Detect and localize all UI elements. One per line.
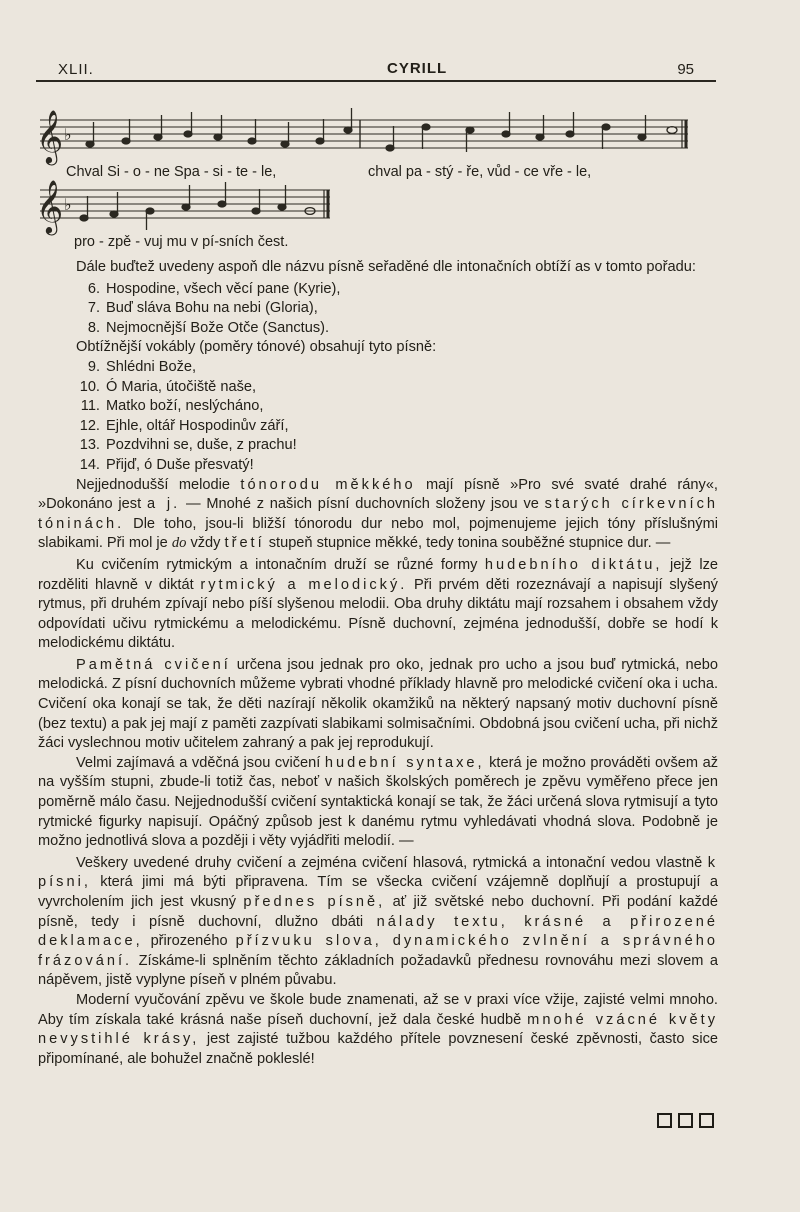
page-number: 95	[677, 61, 694, 78]
paragraph-vocables: Obtížnější vokábly (poměry tónové) obsahují tyto písně:	[76, 339, 437, 356]
list-item: 7. Buď sláva Bohu na nebi (Gloria),	[87, 300, 318, 317]
notes-line-1	[86, 108, 677, 152]
notes-line-2	[80, 182, 315, 230]
staff-line-1	[40, 120, 688, 148]
volume-number: XLII.	[58, 61, 94, 78]
treble-clef-icon: 𝄞	[36, 109, 64, 163]
paragraph-syntax: Velmi zajímavá a vděčná jsou cvičení hudební syntaxe, která je možno prováděti ovšem až na vyšším stupni, zbude-li totiž čas, neboť v našich školských poměrech je zpěvu vyměřeno přece jen poměrně málo času. Nejjednodušší cvičení syntaktická konají se tak, že žáci určená slova rytmisují a tyto rytmické figurky napisují. Opáčný způsob jest k danému rytmu vyhledávati vhodná slova. Podobně je možno jednotlivá slova a později i věty vyjádřiti melodií. —	[38, 754, 718, 850]
end-square-icon	[657, 1113, 672, 1128]
list-item: 10. Ó Maria, útočiště naše,	[79, 378, 257, 395]
paragraph-intro: Dále buďtež uvedeny aspoň dle názvu písně seřaděné dle intonačních obtíží as v tomto pořadu:	[76, 259, 696, 275]
lyrics-line-2: pro - zpě - vuj mu v pí-sních čest.	[74, 234, 289, 250]
paragraph-performance: Veškery uvedené druhy cvičení a zejména cvičení hlasová, rytmická a intonační vedou vlastně k písni, která jimi má býti připravena. Tím se všecka cvičení vzájemně doplňují a prostupují a vyvrcholením jich jest vkusný přednes písně, ať již světské nebo duchovní. Při podání každé písně, tedy i písně duchovní, dlužno dbáti nálady textu, krásné a přirozené deklamace, přirozeného přízvuku slova, dynamického zvlnění a správného frázování. Získáme-li splněním těchto základních požadavků přednesu rovnováhu mezi slovem a nápěvem, jistě vyplyne píseň v plném půvabu.	[38, 854, 718, 989]
journal-title: CYRILL	[387, 60, 448, 77]
end-mark	[657, 1113, 714, 1128]
treble-clef-icon-2: 𝄞	[36, 179, 64, 233]
list-item: 13. Pozdvihni se, duše, z prachu!	[79, 437, 297, 454]
paragraph-memory-exercises: Pamětná cvičení určena jsou jednak pro oko, jednak pro ucho a jsou buď rytmická, nebo melodická. Z písní duchovních můžeme vybrati vhodné příklady hlavně pro melodické cvičení oka i ucha. Cvičení oka konají se tak, že děti nazírají několik okamžiků na některý napsaný motiv duchovní písně (bez textu) a pak jej mají z paměti zazpívati slabikami solmisačními. Obdobná jsou cvičení ucha, při nichž žáci vyslechnou motiv učitelem zahraný a pak jej reprodukují.	[38, 656, 718, 752]
music-notation	[30, 100, 730, 260]
lyrics-line-1a: Chval Si - o - ne Spa - si - te - le,	[66, 164, 277, 180]
flat-sign-icon-2: ♭	[64, 195, 72, 214]
article-body	[38, 258, 718, 1069]
running-header	[36, 58, 716, 82]
list-item: 14. Přijď, ó Duše přesvatý!	[79, 456, 254, 473]
end-square-icon	[699, 1113, 714, 1128]
paragraph-minor-mode: Nejjednodušší melodie tónorodu měkkého mají písně »Pro své svaté drahé rány«, »Dokonáno jest a j. — Mnohé z našich písní duchovních složeny jsou ve starých církevních tóninách. Dle toho, jsou-li bližší tónorodu dur nebo mol, pojmenujeme jejich tóny příslušnými slabikami. Při mol je do vždy třetí stupeň stupnice měkké, tedy tonina souběžné stupnice dur. —	[38, 476, 719, 552]
lyrics-line-1b: chval pa - stý - ře, vůd - ce vře - le,	[368, 164, 592, 180]
list-item: 6. Hospodine, všech věcí pane (Kyrie),	[87, 280, 341, 297]
end-square-icon	[678, 1113, 693, 1128]
paragraph-dictation: Ku cvičením rytmickým a intonačním druží se různé formy hudebního diktátu, jejž lze rozděliti hlavně v diktát rytmický a melodický. Při prvém děti rozeznávají a napisují slyšený rytmus, při druhém zpívají nebo píší slyšenou melodii. Oba druhy diktátu mají rozsahem i obsahem vždy odpovídati učivu rytmickému a melodickému. Písně duchovní, zejména jednodušší, dobře se hodí k melodickému diktátu.	[38, 556, 718, 652]
flat-sign-icon: ♭	[64, 125, 72, 144]
list-item: 12. Ejhle, oltář Hospodinův září,	[79, 417, 289, 434]
list-item: 8. Nejmocnější Bože Otče (Sanctus).	[87, 319, 330, 336]
paragraph-conclusion: Moderní vyučování zpěvu ve škole bude znamenati, až se v praxi více vžije, zajisté velmi mnoho. Aby tím získala také krásná naše píseň duchovní, jež dala české hudbě mnohé vzácné květy nevystihlé krásy, jest zajisté tužbou každého přítele povznesení české zpěvnosti, často sice připomínané, ale bohužel značně poklesléǃ	[38, 991, 718, 1067]
list-item: 11. Matko boží, neslýcháno,	[80, 398, 264, 415]
list-item: 9. Shlédni Bože,	[87, 358, 197, 375]
